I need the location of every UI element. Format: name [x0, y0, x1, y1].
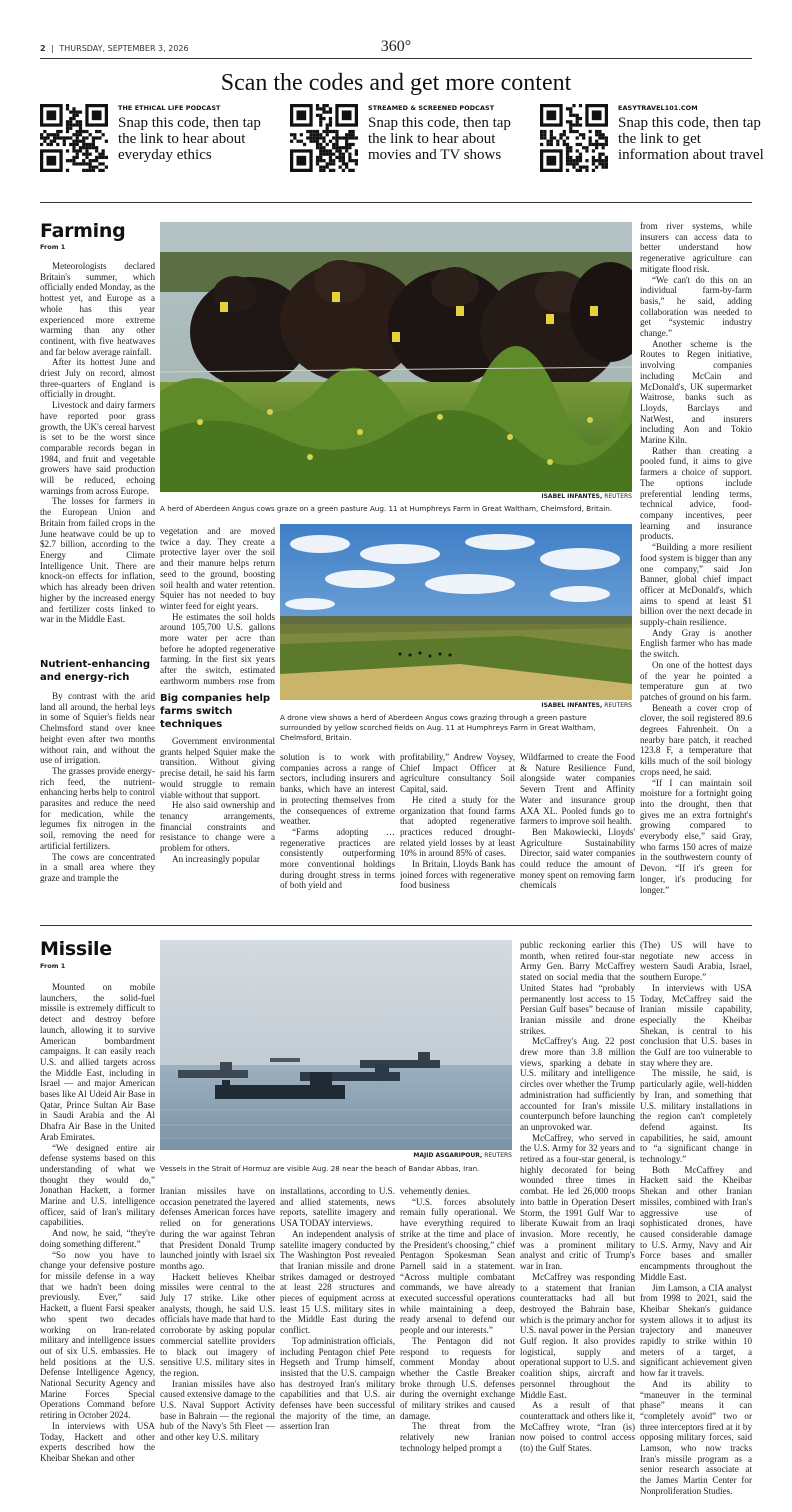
qr-code-icon[interactable]: [290, 104, 358, 172]
article-column: Iranian missiles have on occasion penetrated the layered defenses American forces have relied on for generations during the war against Tehran that President Donald Trump launched jointly with Israel six months ago. Hackett believes Kheibar missiles were central to the July 17 strike. Like other analysts, though, he said U.S. officials have made that hard to corroborate by asking popular commercial satellite providers to black out imagery of sensitive U.S. military sites in the region. Iranian missiles have also caused extensive damage to the U.S. Naval Support Activity base in Bahrain — the regional hub of the Navy's 5th Fleet — and other key U.S. military: [160, 1186, 275, 1443]
header-separator: |: [51, 44, 54, 53]
article-column: profitability,” Andrew Voysey, Chief Impact Officer at agriculture consultancy Soil Capital, said. He cited a study for the organization that found farms that adopted regenerative practices reduced drought-related yield losses by at least 10% in around 85% of cases. In Britain, Lloyds Bank has joined forces with regenerative food business: [400, 752, 515, 891]
photo-caption: Vessels in the Strait of Hormuz are visible Aug. 28 near the beach of Bandar Abbas, Iran.: [160, 1164, 480, 1173]
photo-caption: A herd of Aberdeen Angus cows graze on a green pasture Aug. 11 at Humphreys Farm in Great Waltham, Chelmsford, Britain.: [160, 504, 613, 513]
missile-section-title: Missile: [40, 938, 112, 960]
promo-item-easytravel[interactable]: [540, 104, 770, 184]
article-column: Mounted on mobile launchers, the solid-fuel missile is extremely difficult to detect and destroy before launch, allowing it to survive American bombardment campaigns. It can easily reach U.S. and allied targets across the Middle East, including in Israel — and major American bases like Al Udeid Air Base in Qatar, Prince Sultan Air Base in Saudi Arabia and the Al Dhafra Air Base in the United Arab Emirates. “We designed entire air defense systems based on this understanding of what we thought they would do,” Jonathan Hackett, a former Marine and U.S. intelligence officer, said of Iran's military capabilities. And now, he said, “they're doing something different.” “So now you have to change your defensive posture for missile defense in a way that we hadn't been doing previously. Ever,” said Hackett, a fluent Farsi speaker who spent two decades working on Iran-related military and intelligence issues out of six U.S. embassies. He held positions at the U.S. Defense Intelligence Agency, National Security Agency and Marine Forces Special Operations Command before retiring in October 2024. In interviews with USA Today, Hackett and other experts described how the Kheibar Shekan and other: [40, 982, 155, 1463]
promo-item-streamed-screened[interactable]: [290, 104, 520, 184]
promo-kicker: EASYTRAVEL101.COM: [618, 104, 698, 112]
article-column: vegetation and are moved twice a day. They create a protective layer over the soil and their manure helps return seed to the ground, boosting soil health and water retention. Squier has not needed to buy winter feed for eight years. He estimates the soil holds around 105,700 U.S. gallons more water per acre than before he adopted regenerative farming. In the first six years after the switch, estimated earthworm numbers rose from: [160, 526, 275, 686]
promo-item-ethical-life[interactable]: [40, 104, 270, 184]
cows-image: [160, 222, 632, 492]
section-divider: [40, 202, 752, 203]
promo-text: Snap this code, then tap the link to get information about travel: [618, 115, 764, 163]
page-number: 2: [40, 44, 46, 53]
photo-credit: ISABEL INFANTES, REUTERS: [541, 702, 632, 709]
header-rule: [40, 58, 752, 59]
article-column: from river systems, while insurers can access data to better understand how regenerative agriculture can mitigate flood risk. “We can't do this on an individual farm-by-farm basis,” he said, adding collaboration was needed to get “systemic industry change.” Another scheme is the Routes to Regen initiative, involving companies including McCain and McDonald's, UK supermarket Waitrose, banks such as Lloyds, Barclays and NatWest, and insurers including Aon and Tokio Marine Kiln. Rather than creating a pooled fund, it aims to give farmers a choice of support. The options include preferential lending terms, technical advice, food-company incentives, peer learning and insurance products. “Building a more resilient food system is bigger than any one company,” said Jon Banner, global chief impact officer at McDonald's, which aims to spend at least $1 billion over the next decade in supply-chain resilience. Andy Gray is another English farmer who has made the switch. On one of the hottest days of the year he pointed a temperature gun at two patches of ground on his farm. Beneath a cover crop of clover, the soil registered 89.6 degrees Fahrenheit. On a nearby bare patch, it reached 123.8 F, a temperature that kills much of the soil biology crops need, he said. “If I can maintain soil moisture for a fortnight going into the drought, then that gives me an extra fortnight's growing compared to everybody else,” said Gray, who farms 150 acres of maize in the southwestern county of Devon. “If it's green for longer, it's producing for longer.”: [640, 221, 752, 895]
section-divider: [40, 925, 752, 926]
photo-credit: MAJID ASGARIPOUR, REUTERS: [413, 1152, 512, 1159]
farming-section-title: Farming: [40, 220, 126, 242]
promo-text: Snap this code, then tap the link to hear about movies and TV shows: [368, 115, 511, 163]
article-column: public reckoning earlier this month, when retired four-star Army Gen. Barry McCaffrey stated on social media that the United States had “probably permanently lost access to 15 Persian Gulf bases” because of Iranian missile and drone strikes. McCaffrey's Aug. 22 post drew more than 3.8 million views, sparking a debate in U.S. military and intelligence circles over whether the Trump administration had sufficiently accounted for Iran's missile counterpunch before launching an unprovoked war. McCaffrey, who served in the U.S. Army for 32 years and retired as a four-star general, is highly decorated for being wounded three times in combat. He led 26,000 troops into battle in Operation Desert Storm, the 1991 Gulf War to liberate Kuwait from an Iraqi invasion. More recently, he was a prominent military analyst and critic of Trump's war in Iran. McCaffrey was responding to a statement that Iranian counterattacks had all but destroyed the Bahrain base, which is the primary anchor for U.S. naval power in the Persian Gulf region. It also provides logistical, supply and operational support to U.S. and coalition ships, aircraft and personnel throughout the Middle East. As a result of that counterattack and others like it, McCaffrey wrote, “Iran (is) now poised to control access (to) the Gulf States.: [520, 940, 635, 1454]
article-column: installations, according to U.S. and allied statements, news reports, satellite imagery and USA TODAY interviews. An independent analysis of satellite imagery conducted by The Washington Post revealed that Iranian missile and drone strikes damaged or destroyed at least 228 structures and pieces of equipment across at least 15 U.S. military sites in the Middle East during the conflict. Top administration officials, including Pentagon chief Pete Hegseth and Trump himself, insisted that the U.S. campaign has destroyed Iran's military capabilities and that U.S. air defenses have been successful the majority of the time, an assertion Iran: [280, 1186, 395, 1432]
ships-image: [160, 940, 512, 1150]
section-name: 360°: [380, 38, 412, 55]
issue-date: THURSDAY, SEPTEMBER 3, 2026: [59, 44, 189, 53]
article-column: Government environmental grants helped Squier make the transition. Without giving precise detail, he said his farm would struggle to remain viable without that support. He also said ownership and tenancy arrangements, financial constraints and resistance to change were a problem for others. An increasingly popular: [160, 736, 275, 864]
cows-photo: [160, 222, 632, 492]
jump-from-label: From 1: [40, 243, 66, 251]
article-column: Meteorologists declared Britain's summer, which officially ended Monday, as the hottest yet, and Europe as a whole has this year experienced more extreme warming than any other continent, with five heatwaves and far below average rainfall. After its hottest June and driest July on record, almost three-quarters of England is officially in drought. Livestock and dairy farmers have reported poor grass growth, the UK's cereal harvest is set to be the worst since comparable records began in 1984, and fruit and vegetable growers have said production will be reduced, echoing warnings from across Europe. The losses for farmers in the European Union and Britain from failed crops in the June heatwave could be up to $2.7 billion, according to the Energy and Climate Intelligence Unit. There are knock-on effects for inflation, which has already been driven higher by the increased energy and fertilizer costs linked to war in the Middle East.: [40, 261, 155, 625]
ships-photo: [160, 940, 512, 1150]
promo-text: Snap this code, then tap the link to hear about everyday ethics: [118, 115, 261, 163]
photo-caption: A drone view shows a herd of Aberdeen Angus cows grazing through a green pasture surrounded by yellow scorched fields on Aug. 11 at Humphreys Farm in Great Waltham, Chelmsford, Britain.: [280, 713, 596, 742]
article-column: solution is to work with companies across a range of sectors, including insurers and banks, which have an interest in protecting themselves from the consequences of extreme weather. “Farms adopting … regenerative practices are consistently outperforming more conventional holdings during drought stress in terms of both yield and: [280, 752, 395, 891]
article-subhead: Big companies help farms switch techniques: [160, 693, 271, 730]
article-column: Wildfarmed to create the Food & Nature Resilience Fund, alongside water companies Severn Trent and Affinity Water and insurance group AXA XL. Pooled funds go to farmers to improve soil health. Ben Makowiecki, Lloyds' Agriculture Sustainability Director, said water companies could reduce the amount of money spent on removing farm chemicals: [520, 752, 635, 891]
photo-credit: ISABEL INFANTES, REUTERS: [541, 493, 632, 500]
article-column: (The) US will have to negotiate new access in western Saudi Arabia, Israel, southern Europe.” In interviews with USA Today, McCaffrey said the Iranian missile capability, especially the Kheibar Shekan, is central to his conclusion that U.S. bases in the Gulf are too vulnerable to stay where they are. The missile, he said, is particularly agile, well-hidden by Iran, and something that U.S. military installations in the region can't completely defend against. Its capabilities, he said, amount to “a significant change in technology.” Both McCaffrey and Hackett said the Kheibar Shekan and other Iranian missiles, combined with Iran's aggressive use of sophisticated drones, have caused considerable damage to U.S. Army, Navy and Air Force bases and smaller encampments throughout the Middle East. Jim Lamson, a CIA analyst from 1998 to 2021, said the Kheibar Shekan's guidance system allows it to adjust its trajectory and maneuver rapidly to strike within 10 meters of a target, a significant achievement given how far it travels. And its ability to “maneuver in the terminal phase” means it can “completely avoid” two or three interceptors fired at it by opposing military forces, said Lamson, who now tracks Iran's missile program as a senior research associate at the James Martin Center for Nonproliferation Studies.: [640, 940, 752, 1496]
drone-image: [280, 524, 632, 700]
drone-photo: [280, 524, 632, 700]
jump-from-label: From 1: [40, 962, 66, 970]
qr-code-icon[interactable]: [40, 104, 108, 172]
qr-code-icon[interactable]: [540, 104, 608, 172]
article-subhead: Nutrient-enhancing and energy-rich: [40, 659, 150, 683]
promo-kicker: STREAMED & SCREENED PODCAST: [368, 104, 495, 112]
promo-kicker: THE ETHICAL LIFE PODCAST: [118, 104, 221, 112]
article-column: vehemently denies. “U.S. forces absolutely remain fully operational. We have everything required to strike at the time and place of the President's choosing,” chief Pentagon Spokesman Sean Parnell said in a statement. “Across multiple combatant commands, we have already executed successful operations while maintaining a deep, ready arsenal to defend our people and our interests.” The Pentagon did not respond to requests for comment Monday about whether the Castle Breaker broke through U.S. defenses during the overnight exchange of military strikes and caused damage. The threat from the relatively new Iranian technology helped prompt a: [400, 1186, 515, 1453]
promo-title: Scan the codes and get more content: [220, 70, 572, 96]
article-column: By contrast with the arid land all around, the herbal leys in some of Squier's fields near Chelmsford stand over knee height even after two months without rain, and without the use of irrigation. The grasses provide energy-rich feed, the nutrient-enhancing herbs help to control parasites and reduce the need for medication, while the legumes fix nitrogen in the soil, removing the need for artificial fertilizers. The cows are concentrated in a small area where they graze and trample the: [40, 691, 155, 883]
